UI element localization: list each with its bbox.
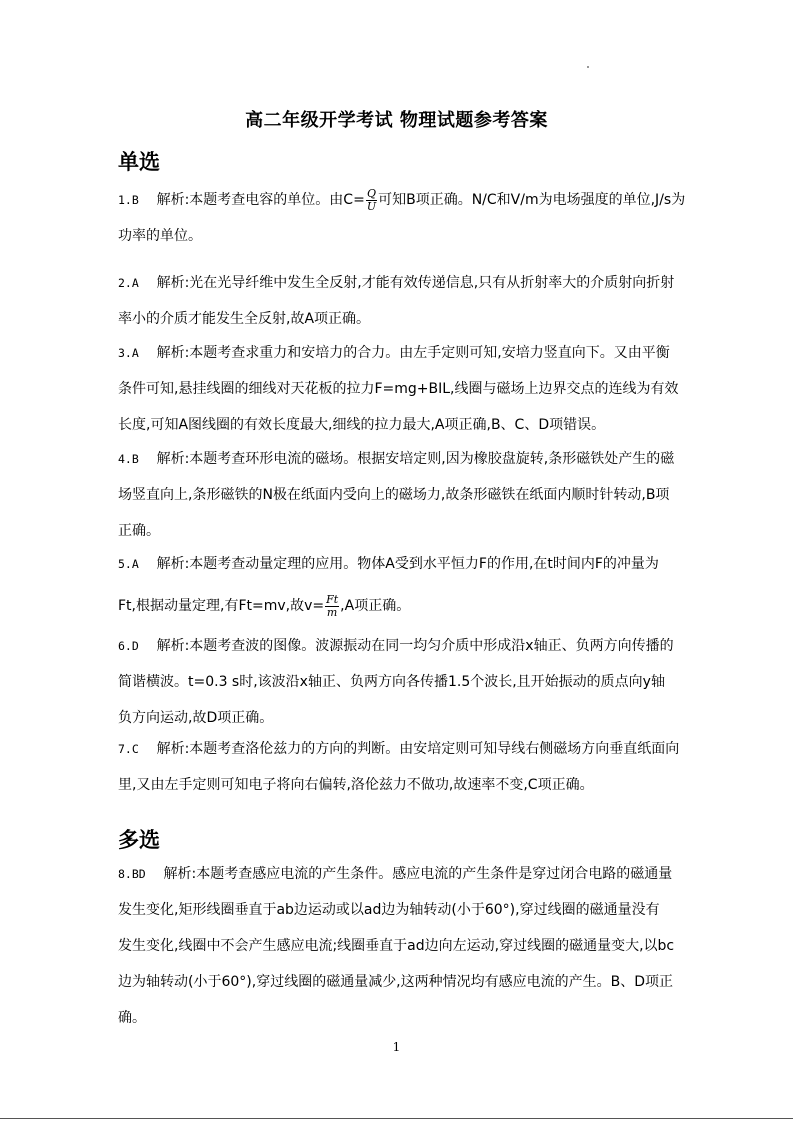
- section-heading-multiple-choice: 多选: [118, 828, 160, 852]
- answer-item-4: [118, 441, 678, 549]
- section-heading-single-choice: 单选: [118, 150, 160, 174]
- answer-number: 4.B: [118, 452, 139, 466]
- answer-number: 5.A: [118, 557, 139, 571]
- answer-text: ,A项正确。: [340, 598, 411, 614]
- answer-text: 发生变化,矩形线圈垂直于ab边运动或以ad边为轴转动(小于60°),穿过线圈的磁通量没有: [118, 902, 660, 918]
- answer-text: 功率的单位。: [118, 228, 202, 244]
- answer-number: 6.D: [118, 639, 139, 653]
- answer-text: 率小的介质才能发生全反射,故A项正确。: [118, 311, 371, 327]
- answer-text: 确。: [118, 1010, 146, 1026]
- answer-item-5: [118, 546, 678, 624]
- answer-text: 里,又由左手定则可知电子将向右偏转,洛伦兹力不做功,故速率不变,C项正确。: [118, 777, 594, 793]
- answer-text: 简谐横波。t=0.3 s时,该波沿x轴正、负两方向各传播1.5个波长,且开始振动的质点向y轴: [118, 674, 665, 690]
- answer-number: 3.A: [118, 346, 139, 360]
- answer-text: 长度,可知A图线圈的有效长度最大,细线的拉力最大,A项正确,B、C、D项错误。: [118, 417, 606, 433]
- fraction-q-over-u: $\frac{Q}{U}$: [366, 186, 377, 213]
- answer-text: 负方向运动,故D项正确。: [118, 710, 274, 726]
- answer-text: 条件可知,悬挂线圈的细线对天花板的拉力F=mg+BIL,线圈与磁场上边界交点的连线为有效: [118, 381, 679, 397]
- answer-number: 7.C: [118, 742, 139, 756]
- answer-text: 解析:本题考查求重力和安培力的合力。由左手定则可知,安培力竖直向下。又由平衡: [156, 345, 670, 361]
- answer-item-7: [118, 731, 678, 803]
- answer-text: Ft,根据动量定理,有Ft=mv,故v=: [118, 598, 325, 614]
- answer-text: 解析:本题考查洛伦兹力的方向的判断。由安培定则可知导线右侧磁场方向垂直纸面向: [156, 741, 680, 757]
- answer-number: 8.BD: [118, 867, 146, 881]
- answer-text: 解析:本题考查电容的单位。由C=: [156, 192, 365, 208]
- fraction-ft-over-m: $\frac{Ft}{m}$: [326, 592, 339, 619]
- answer-item-6: [118, 628, 678, 736]
- answer-text: 解析:本题考查环形电流的磁场。根据安培定则,因为橡胶盘旋转,条形磁铁处产生的磁: [156, 451, 675, 467]
- page-title: 高二年级开学考试 物理试题参考答案: [245, 110, 548, 131]
- answer-text: 可知B项正确。N/C和V/m为电场强度的单位,J/s为: [378, 192, 686, 208]
- answer-text: 解析:光在光导纤维中发生全反射,才能有效传递信息,只有从折射率大的介质射向折射: [156, 275, 675, 291]
- answer-item-2: [118, 265, 678, 337]
- answer-text: 正确。: [118, 523, 160, 539]
- answer-text: 边为轴转动(小于60°),穿过线圈的磁通量减少,这两种情况均有感应电流的产生。B、D项正: [118, 974, 674, 990]
- answer-number: 1.B: [118, 193, 139, 207]
- answer-text: 解析:本题考查感应电流的产生条件。感应电流的产生条件是穿过闭合电路的磁通量: [163, 866, 673, 882]
- answer-item-8: [118, 856, 678, 1036]
- answer-text: 场竖直向上,条形磁铁的N极在纸面内受向上的磁场力,故条形磁铁在纸面内顺时针转动,B项: [118, 487, 670, 503]
- answer-text: 解析:本题考查动量定理的应用。物体A受到水平恒力F的作用,在t时间内F的冲量为: [156, 556, 659, 572]
- answer-item-1: [118, 182, 686, 254]
- answer-number: 2.A: [118, 276, 139, 290]
- page-number: 1: [392, 1040, 401, 1054]
- answer-item-3: [118, 335, 678, 443]
- answer-text: 发生变化,线圈中不会产生感应电流;线圈垂直于ad边向左运动,穿过线圈的磁通量变大,以bc: [118, 938, 675, 954]
- scan-speck: [587, 66, 589, 68]
- answer-text: 解析:本题考查波的图像。波源振动在同一均匀介质中形成沿x轴正、负两方向传播的: [156, 638, 674, 654]
- page-bottom-border: [0, 1118, 793, 1119]
